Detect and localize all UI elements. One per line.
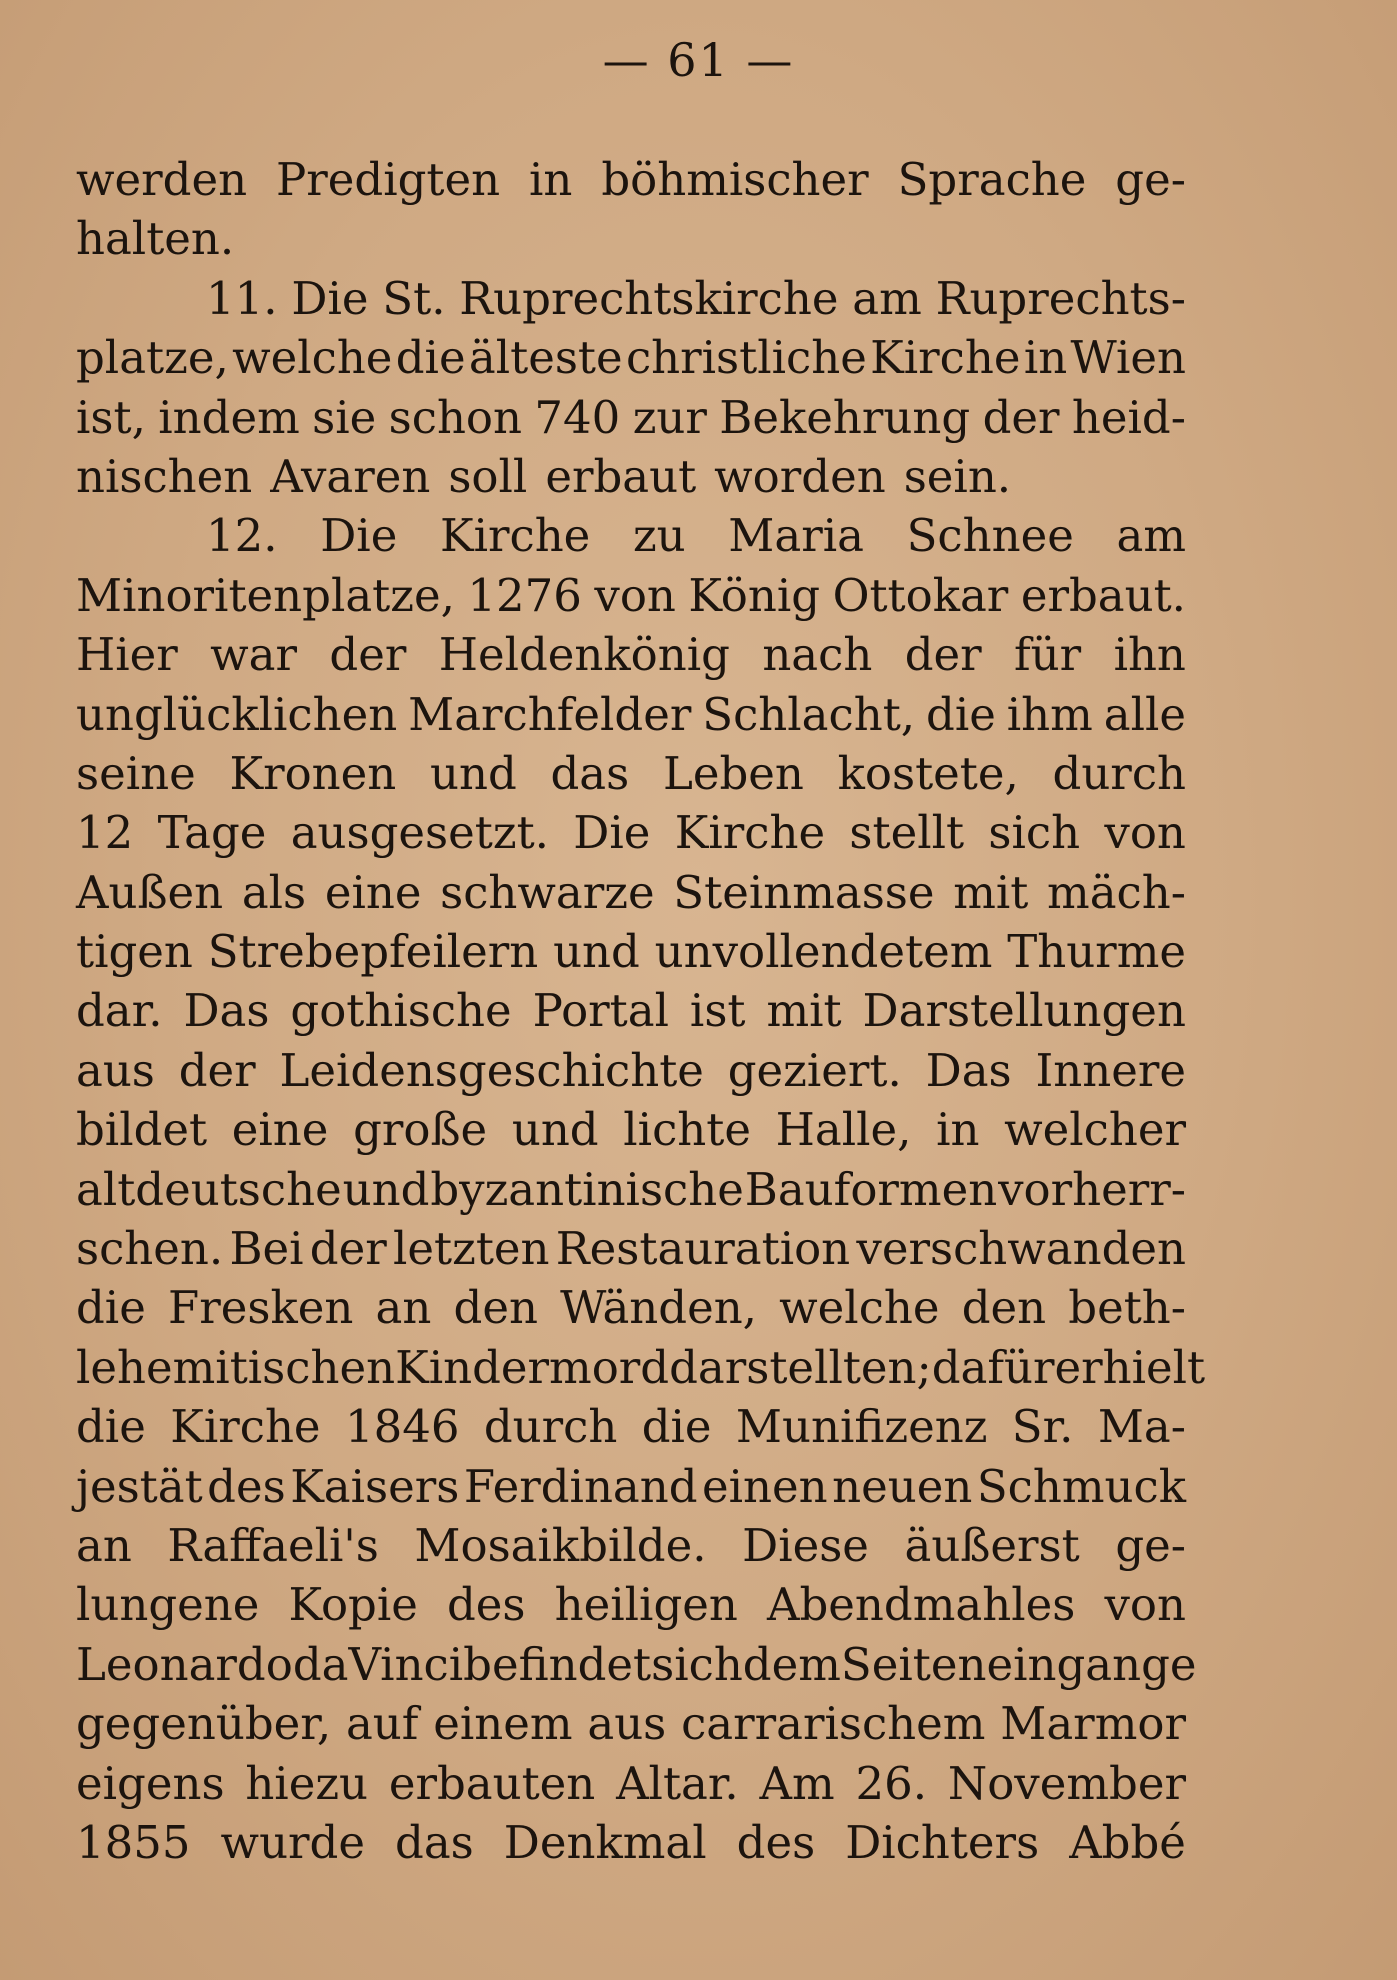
word: sie <box>312 390 377 444</box>
word: und <box>430 746 517 800</box>
word: am <box>852 271 922 325</box>
text-line <box>76 1338 1206 1397</box>
word: byzantinische <box>430 1162 744 1216</box>
word: von <box>1104 1578 1186 1632</box>
word: geziert. <box>727 1043 902 1097</box>
word: Kronen <box>229 746 397 800</box>
word: nischen <box>76 449 253 503</box>
word: des <box>207 1459 286 1513</box>
word: Sr. <box>1011 1400 1074 1454</box>
word: halten. <box>76 212 235 266</box>
word: Leidensgeschichte <box>279 1043 704 1097</box>
text-line <box>76 1041 1186 1100</box>
word: und <box>553 925 640 979</box>
word: die <box>926 687 996 741</box>
word: Tage <box>157 806 267 860</box>
word: Schnee <box>906 509 1074 563</box>
word: 11. <box>206 271 278 325</box>
text-line <box>76 1278 1186 1337</box>
word: Munifizenz <box>735 1400 988 1454</box>
word: Halle, <box>775 1103 912 1157</box>
word: heid- <box>1071 390 1186 444</box>
text-line <box>76 1100 1186 1159</box>
word: Denkmal <box>503 1815 707 1869</box>
word: mäch- <box>1047 865 1186 919</box>
word: an <box>76 1518 132 1572</box>
word: dar. <box>76 984 163 1038</box>
word: zu <box>632 509 686 563</box>
word: den <box>961 1281 1047 1335</box>
text-line <box>76 803 1186 862</box>
word: für <box>1014 628 1082 682</box>
word: von <box>1104 806 1186 860</box>
word: und <box>511 1103 599 1157</box>
text-line <box>76 447 1186 506</box>
word: worden <box>714 449 886 503</box>
word: das <box>550 746 630 800</box>
word: mit <box>953 865 1029 919</box>
word: erhielt <box>1054 1340 1206 1394</box>
word: seine <box>76 746 196 800</box>
word: Maria <box>728 509 864 563</box>
word: stellt <box>849 806 965 860</box>
text-line <box>76 1635 1197 1694</box>
word: platze, <box>76 331 229 385</box>
word: älteste <box>468 331 623 385</box>
word: des <box>736 1815 816 1869</box>
word: der <box>309 1222 387 1276</box>
word: Minoritenplatze, <box>76 568 455 622</box>
word: Strebepfeilern <box>207 925 539 979</box>
text-line <box>76 328 1186 387</box>
word: einem <box>433 1697 573 1751</box>
word: schen. <box>76 1222 224 1276</box>
word: erbaut. <box>1020 568 1186 622</box>
word: Vinci <box>348 1637 464 1691</box>
word: 1846 <box>344 1400 460 1454</box>
word: den <box>453 1281 538 1335</box>
word: Das <box>925 1043 1012 1097</box>
word: der <box>982 390 1060 444</box>
word: böhmischer <box>601 153 869 206</box>
text-line <box>76 506 1186 565</box>
body-text <box>76 150 1206 1872</box>
word: lichte <box>623 1103 751 1157</box>
word: Kirche <box>439 509 591 563</box>
text-line <box>76 625 1186 684</box>
text-line <box>76 863 1186 922</box>
word: eine <box>324 865 422 919</box>
word: neuen <box>832 1459 973 1513</box>
word: Kirche <box>870 331 1021 385</box>
word: vorherr- <box>998 1162 1186 1216</box>
word: St. <box>382 271 446 325</box>
word: Wänden, <box>560 1281 757 1335</box>
word: Diese <box>742 1518 869 1572</box>
word: in <box>936 1103 980 1157</box>
word: gothische <box>290 984 512 1038</box>
word: Die <box>320 509 398 563</box>
word: Hier <box>76 628 178 682</box>
word: soll <box>448 449 528 503</box>
word: heiligen <box>554 1578 738 1632</box>
word: November <box>947 1756 1186 1810</box>
word: sich <box>651 1637 743 1691</box>
word: Kindermord <box>395 1340 670 1394</box>
word: da <box>292 1637 349 1691</box>
word: die <box>395 331 466 385</box>
word: hiezu <box>245 1756 369 1810</box>
word: Kirche <box>674 806 826 860</box>
word: die <box>76 1400 146 1454</box>
text-line <box>76 744 1186 803</box>
word: der <box>904 628 982 682</box>
page-number: — 61 — <box>602 33 795 87</box>
word: Bauformen <box>744 1162 998 1216</box>
word: altdeutsche <box>76 1162 342 1216</box>
word: Sprache <box>897 153 1087 206</box>
word: äußerst <box>904 1518 1080 1572</box>
text-line <box>76 981 1186 1040</box>
text-line <box>76 1575 1186 1634</box>
text-line <box>76 269 1186 328</box>
word: Bei <box>229 1222 304 1276</box>
word: Kaisers <box>290 1459 460 1513</box>
word: unvollendetem <box>654 925 993 979</box>
text-line <box>76 1754 1186 1813</box>
word: verschwanden <box>856 1222 1186 1276</box>
word: Die <box>291 271 369 325</box>
word: der <box>178 1043 256 1097</box>
word: aus <box>587 1697 667 1751</box>
word: zur <box>632 390 707 444</box>
text-line <box>76 1813 1186 1872</box>
word: ist, <box>76 390 146 444</box>
word: die <box>76 1281 146 1335</box>
word: schon <box>388 390 523 444</box>
word: mit <box>766 984 842 1038</box>
word: werden <box>76 153 248 206</box>
word: am <box>1116 509 1186 563</box>
word: Thurme <box>1007 925 1186 979</box>
text-line <box>76 566 1186 625</box>
word: christliche <box>625 331 867 385</box>
word: indem <box>158 390 300 444</box>
word: Altar. <box>616 1756 739 1810</box>
word: Darstellungen <box>862 984 1186 1038</box>
word: befindet <box>463 1637 652 1691</box>
word: König <box>688 568 821 622</box>
word: Abendmahles <box>767 1578 1076 1632</box>
word: Restauration <box>555 1222 851 1276</box>
word: Avaren <box>270 449 431 503</box>
word: eine <box>231 1103 329 1157</box>
word: Predigten <box>276 153 501 206</box>
word: Das <box>183 984 270 1038</box>
word: Dichters <box>845 1815 1040 1869</box>
word: der <box>329 628 407 682</box>
word: ausgesetzt. <box>290 806 549 860</box>
word: Ruprechts- <box>935 271 1186 325</box>
word: durch <box>1052 746 1186 800</box>
word: ist <box>689 984 746 1038</box>
word: an <box>375 1281 432 1335</box>
word: Schlacht, <box>702 687 916 741</box>
word: Schmuck <box>976 1459 1186 1513</box>
word: ge- <box>1115 153 1186 206</box>
word: einen <box>702 1459 828 1513</box>
word: Innere <box>1035 1043 1186 1097</box>
word: unglücklichen <box>76 687 398 741</box>
word: des <box>447 1578 526 1632</box>
word: ihm <box>1006 687 1093 741</box>
word: Am <box>759 1756 835 1810</box>
word: letzten <box>393 1222 550 1276</box>
word: Ottokar <box>832 568 1009 622</box>
word: dem <box>742 1637 841 1691</box>
word: Kirche <box>170 1400 321 1454</box>
word: Heldenkönig <box>438 628 730 682</box>
word: eigens <box>76 1756 225 1810</box>
word: kostete, <box>837 746 1019 800</box>
word: in <box>529 153 573 206</box>
word: lungene <box>76 1578 260 1632</box>
word: Kopie <box>288 1578 418 1632</box>
word: Die <box>573 806 651 860</box>
text-line <box>76 685 1186 744</box>
text-line <box>76 1160 1186 1219</box>
word: 26. <box>855 1756 928 1810</box>
word: lehemitischen <box>76 1340 396 1394</box>
word: tigen <box>76 925 193 979</box>
text-line <box>76 1219 1186 1278</box>
word: Ma- <box>1097 1400 1186 1454</box>
word: war <box>210 628 298 682</box>
word: dafür <box>931 1340 1055 1394</box>
word: Wien <box>1070 331 1186 385</box>
word: welcher <box>1004 1103 1186 1157</box>
word: 1276 <box>467 568 582 622</box>
word: beth- <box>1068 1281 1186 1335</box>
word: die <box>641 1400 712 1454</box>
word: wurde <box>220 1815 365 1869</box>
text-line <box>76 150 1186 209</box>
word: in <box>1023 331 1068 385</box>
word: Leben <box>662 746 804 800</box>
word: Bekehrung <box>719 390 971 444</box>
word: bildet <box>76 1103 208 1157</box>
word: carrarischem <box>681 1697 986 1751</box>
word: Portal <box>532 984 669 1038</box>
word: Fresken <box>168 1281 354 1335</box>
word: erbauten <box>388 1756 596 1810</box>
word: erbaut <box>545 449 697 503</box>
word: Raffaeli's <box>167 1518 379 1572</box>
word: von <box>594 568 676 622</box>
word: sein. <box>903 449 1012 503</box>
text-line <box>76 209 1186 268</box>
word: Marmor <box>1000 1697 1186 1751</box>
text-line <box>76 1516 1186 1575</box>
word: Marchfelder <box>408 687 692 741</box>
word: durch <box>483 1400 618 1454</box>
word: auf <box>345 1697 419 1751</box>
word: Ruprechtskirche <box>459 271 839 325</box>
word: darstellten; <box>669 1340 932 1394</box>
word: Außen <box>76 865 224 919</box>
word: nach <box>762 628 873 682</box>
word: 12. <box>206 509 278 563</box>
word: schwarze <box>440 865 655 919</box>
word: und <box>342 1162 430 1216</box>
word: 740 <box>534 390 621 444</box>
word: Steinmasse <box>673 865 935 919</box>
word: aus <box>76 1043 155 1097</box>
word: alle <box>1103 687 1186 741</box>
word: Seiteneingange <box>840 1637 1197 1691</box>
text-line <box>76 1397 1186 1456</box>
word: ge- <box>1115 1518 1186 1572</box>
text-line <box>76 388 1186 447</box>
word: Abbé <box>1069 1815 1186 1869</box>
word: gegenüber, <box>76 1697 332 1751</box>
word: welche <box>232 331 393 385</box>
word: große <box>353 1103 488 1157</box>
word: 1855 <box>76 1815 191 1869</box>
word: ihn <box>1113 628 1186 682</box>
word: 12 <box>76 806 134 860</box>
word: Mosaikbilde. <box>414 1518 707 1572</box>
text-line <box>76 922 1186 981</box>
word: Ferdinand <box>463 1459 698 1513</box>
text-line <box>76 1457 1186 1516</box>
word: welche <box>779 1281 940 1335</box>
word: das <box>395 1815 474 1869</box>
word: als <box>241 865 307 919</box>
word: sich <box>988 806 1081 860</box>
word: jestät <box>76 1459 203 1513</box>
text-line <box>76 1694 1186 1753</box>
word: Leonardo <box>76 1637 293 1691</box>
